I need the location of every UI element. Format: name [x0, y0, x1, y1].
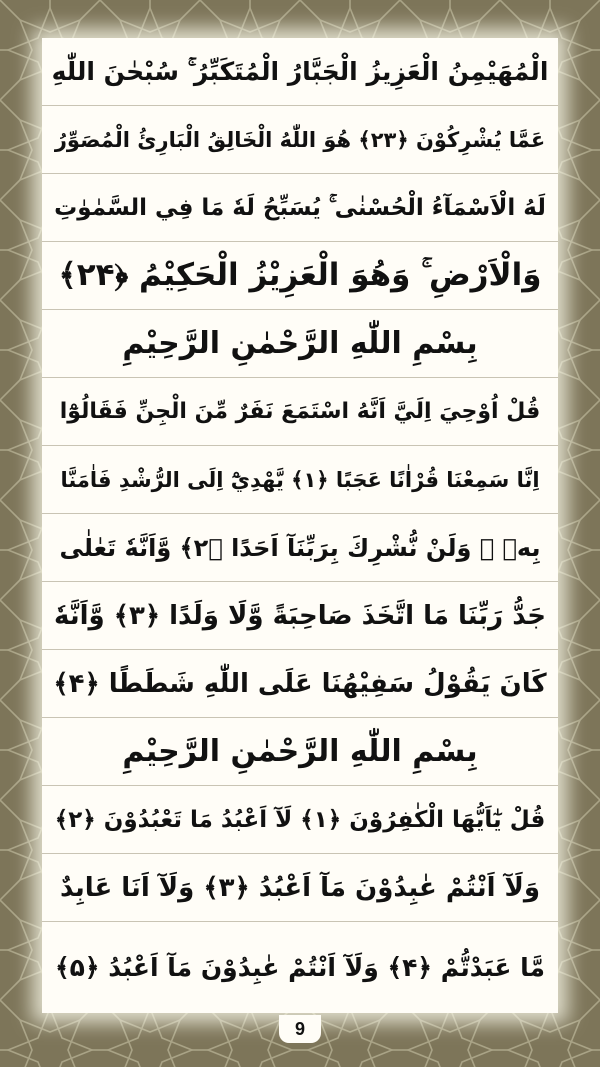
basmala-line-2: بِسْمِ اللّٰهِ الرَّحْمٰنِ الرَّحِيْمِ [42, 718, 558, 786]
verse-line-14: مَّا عَبَدْتُّمْ ﴿۴﴾ وَلَآ اَنْتُمْ عٰبِدُوْنَ مَآ اَعْبُدُ ﴿۵﴾ [54, 953, 546, 982]
verse-line-10: كَانَ يَقُوْلُ سَفِيْهُنَا عَلَى اللّٰهِ شَطَطًا ﴿۴﴾ [42, 650, 558, 718]
verse-line-6: قُلْ اُوْحِيَ اِلَيَّ اَنَّهُ اسْتَمَعَ نَفَرٌ مِّنَ الْجِنِّ فَقَالُوْٓا [42, 378, 558, 446]
verse-line-4: وَالْاَرْضِ ۚ وَهُوَ الْعَزِيْزُ الْحَكِيْمُ ﴿۲۴﴾ [42, 242, 558, 310]
verse-line-2: عَمَّا يُشْرِكُوْنَ ﴿۲۳﴾ هُوَ اللّٰهُ الْخَالِقُ الْبَارِئُ الْمُصَوِّرُ [42, 106, 558, 174]
verse-line-8: بِهٖ ۚ وَلَنْ نُّشْرِكَ بِرَبِّنَآ اَحَدًا ﴿۲﴾ وَّاَنَّهٗ تَعٰلٰى [42, 514, 558, 582]
verse-line-7: اِنَّا سَمِعْنَا قُرْاٰنًا عَجَبًا ﴿۱﴾ يَّهْدِيْٓ اِلَى الرُّشْدِ فَاٰمَنَّا [42, 446, 558, 514]
page-number: 9 [279, 1015, 321, 1043]
verse-line-13: وَلَآ اَنْتُمْ عٰبِدُوْنَ مَآ اَعْبُدُ ﴿۳﴾ وَلَآ اَنَا عَابِدٌ [42, 854, 558, 922]
quran-page [42, 38, 558, 1013]
verse-line-3: لَهُ الْاَسْمَآءُ الْحُسْنٰى ۚ يُسَبِّحُ لَهٗ مَا فِي السَّمٰوٰتِ [42, 174, 558, 242]
verse-line-1: الْمُهَيْمِنُ الْعَزِيزُ الْجَبَّارُ الْمُتَكَبِّرُ ۚ سُبْحٰنَ اللّٰهِ [42, 38, 558, 106]
basmala-line-1: بِسْمِ اللّٰهِ الرَّحْمٰنِ الرَّحِيْمِ [42, 310, 558, 378]
verse-line-9: جَدُّ رَبِّنَا مَا اتَّخَذَ صَاحِبَةً وَّلَا وَلَدًا ﴿۳﴾ وَّاَنَّهٗ [42, 582, 558, 650]
verse-line-12: قُلْ يٰٓاَيُّهَا الْكٰفِرُوْنَ ﴿۱﴾ لَآ اَعْبُدُ مَا تَعْبُدُوْنَ ﴿۲﴾ [42, 786, 558, 854]
